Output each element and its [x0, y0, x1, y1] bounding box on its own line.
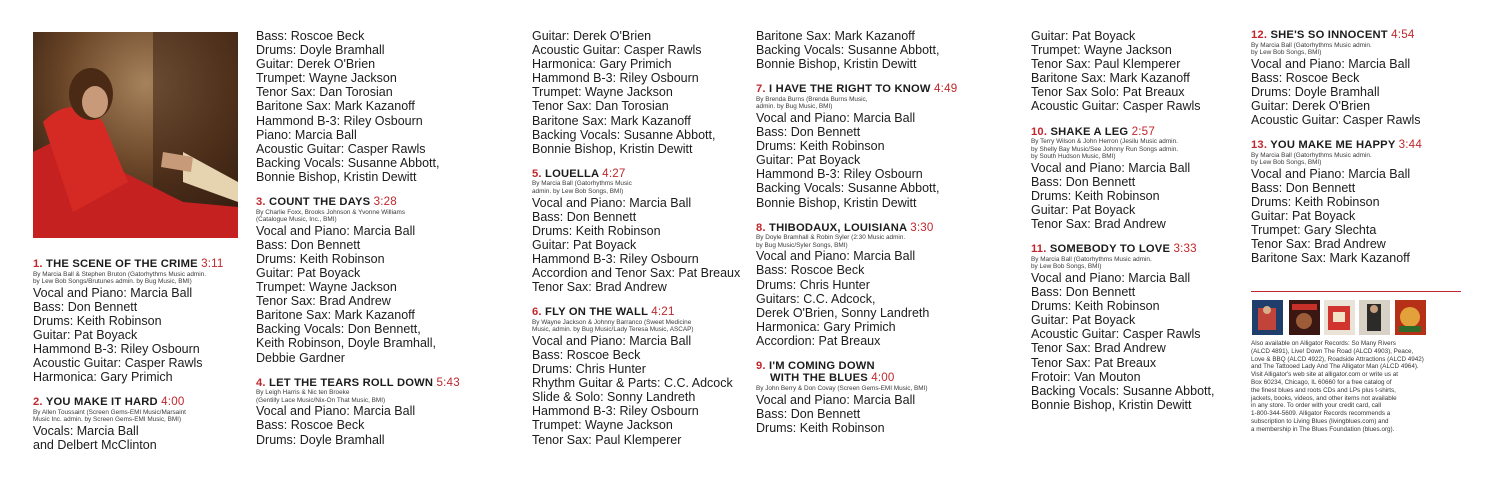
- personnel-line: Drums: Keith Robinson: [1031, 189, 1160, 204]
- track-number: 7.: [756, 83, 766, 96]
- personnel-line: Bonnie Bishop, Kristin Dewitt: [756, 57, 917, 72]
- track-9-continued: [1031, 29, 1214, 114]
- personnel-line: Hammond B-3: Riley Osbourn: [756, 167, 923, 182]
- personnel-line: Guitars: C.C. Adcock,: [756, 291, 876, 306]
- track-credit: by Lew Bob Songs/Brutunes admin. by Bug Music, BMI): [33, 278, 192, 286]
- track-time: 4:00: [871, 371, 895, 385]
- personnel-line: Drums: Doyle Bramhall: [256, 432, 385, 447]
- personnel-line: Baritone Sax: Mark Kazanoff: [1031, 71, 1190, 86]
- personnel-line: Drums: Chris Hunter: [532, 362, 646, 377]
- personnel-line: Backing Vocals: Don Bennett,: [256, 322, 421, 337]
- track-number: 4.: [256, 376, 266, 389]
- personnel-line: and Delbert McClinton: [33, 438, 157, 453]
- track-time: 4:49: [934, 82, 958, 96]
- track-3: [256, 196, 460, 365]
- track-time: 4:27: [602, 166, 626, 180]
- track-5: [532, 168, 740, 294]
- track-credit: By John Berry & Don Covay (Screen Gems-EMI Music, BMI): [756, 384, 928, 392]
- track-credit: By Leigh Harris & Nic ten Broeke: [256, 389, 350, 397]
- personnel-line: Vocal and Piano: Marcia Ball: [532, 333, 692, 348]
- personnel-line: Bass: Don Bennett: [1251, 180, 1356, 195]
- personnel-line: Harmonica: Gary Primich: [532, 57, 672, 72]
- track-credit: by Lew Bob Songs, BMI): [1031, 263, 1102, 271]
- album-thumbnail: [1289, 300, 1320, 335]
- personnel-line: Trumpet: Wayne Jackson: [256, 71, 397, 86]
- personnel-line: Drums: Keith Robinson: [532, 223, 661, 238]
- track-1: [33, 258, 224, 384]
- track-title: SHE'S SO INNOCENT: [1270, 29, 1388, 41]
- track-credit: By Doyle Bramhall & Robin Syler (2:30 Music admin.: [756, 234, 906, 242]
- personnel-line: Bass: Don Bennett: [756, 406, 861, 421]
- personnel-line: Bass: Don Bennett: [1031, 174, 1136, 189]
- personnel-line: Keith Robinson, Doyle Bramhall,: [256, 336, 436, 351]
- track-credit: By Allen Toussaint (Screen Gems-EMI Music/Marsaint: [33, 408, 186, 416]
- alligator-records-note: [1251, 340, 1424, 434]
- personnel-line: Drums: Keith Robinson: [756, 420, 885, 435]
- track-11: [1031, 243, 1214, 412]
- personnel-line: Vocals: Marcia Ball: [33, 424, 139, 439]
- personnel-line: Tenor Sax: Brad Andrew: [532, 280, 667, 295]
- track-13: [1251, 139, 1422, 265]
- track-time: 3:11: [201, 257, 224, 270]
- track-time: 2:57: [1131, 124, 1155, 138]
- track-title: I'M COMING DOWN: [769, 359, 875, 372]
- personnel-line: Guitar: Derek O'Brien: [256, 57, 376, 72]
- personnel-line: Bass: Roscoe Beck: [256, 418, 365, 433]
- track-time: 3:30: [910, 220, 934, 234]
- column-6: [1251, 29, 1422, 266]
- personnel-line: Baritone Sax: Mark Kazanoff: [256, 308, 415, 323]
- track-credit: Music Inc. admin. by Screen Gems-EMI Music, BMI): [33, 416, 182, 424]
- personnel-line: Frotoir: Van Mouton: [1031, 369, 1141, 384]
- personnel-line: Accordion and Tenor Sax: Pat Breaux: [532, 266, 741, 280]
- personnel-line: Trumpet: Wayne Jackson: [532, 85, 673, 100]
- personnel-line: Bonnie Bishop, Kristin Dewitt: [756, 195, 917, 210]
- personnel-line: Guitar: Pat Boyack: [1251, 209, 1356, 224]
- personnel-line: Acoustic Guitar: Casper Rawls: [1031, 99, 1201, 114]
- track-time: 3:28: [373, 195, 397, 209]
- track-credit: by Lew Bob Songs, BMI): [1251, 159, 1322, 167]
- personnel-line: Backing Vocals: Susanne Abbott,: [532, 127, 716, 142]
- track-title: THE SCENE OF THE CRIME: [46, 258, 198, 270]
- personnel-line: Guitar: Pat Boyack: [756, 153, 861, 168]
- track-title: LOUELLA: [545, 167, 599, 180]
- personnel-line: Hammond B-3: Riley Osbourn: [532, 404, 699, 419]
- track-credit: By Marcia Ball (Gatorhythms Music admin.: [1251, 41, 1372, 49]
- note-line: and The Tattooed Lady And The Alligator Man (ALCD 4964).: [1251, 363, 1419, 371]
- personnel-line: Hammond B-3: Riley Osbourn: [532, 251, 699, 266]
- personnel-line: Vocal and Piano: Marcia Ball: [33, 285, 193, 300]
- personnel-line: Bonnie Bishop, Kristin Dewitt: [256, 169, 417, 184]
- track-title: SHAKE A LEG: [1050, 125, 1129, 138]
- track-4: [256, 377, 460, 447]
- track-4-continued: [532, 29, 740, 156]
- track-12: [1251, 29, 1422, 127]
- personnel-line: Trumpet: Wayne Jackson: [532, 418, 673, 433]
- personnel-line: Guitar: Pat Boyack: [1031, 203, 1136, 218]
- red-divider: [1251, 291, 1461, 292]
- track-9: [756, 360, 957, 435]
- personnel-line: Acoustic Guitar: Casper Rawls: [256, 141, 426, 156]
- track-time: 4:00: [161, 395, 185, 409]
- personnel-line: Drums: Keith Robinson: [33, 313, 162, 328]
- column-3: [532, 29, 740, 447]
- track-title: YOU MAKE ME HAPPY: [1270, 139, 1396, 152]
- personnel-line: Rhythm Guitar & Parts: C.C. Adcock: [532, 376, 733, 391]
- personnel-line: Tenor Sax: Brad Andrew: [1031, 341, 1166, 356]
- personnel-line: Hammond B-3: Riley Osbourn: [532, 71, 699, 86]
- album-thumbnail: [1359, 300, 1390, 335]
- personnel-line: Accordion: Pat Breaux: [756, 333, 881, 348]
- personnel-line: Tenor Sax: Dan Torosian: [256, 85, 393, 100]
- track-title: FLY ON THE WALL: [545, 306, 648, 319]
- track-number: 3.: [256, 196, 266, 209]
- album-photo: [33, 32, 238, 238]
- track-title: COUNT THE DAYS: [269, 196, 371, 209]
- note-line: the finest blues and roots CDs and LPs plus t-shirts,: [1251, 386, 1396, 394]
- personnel-line: Bass: Don Bennett: [33, 299, 138, 314]
- personnel-line: Drums: Doyle Bramhall: [256, 43, 385, 58]
- personnel-line: Trumpet: Gary Slechta: [1251, 223, 1377, 238]
- personnel-line: Guitar: Pat Boyack: [1031, 29, 1136, 43]
- album-thumbnail: [1395, 300, 1426, 335]
- personnel-line: Drums: Keith Robinson: [256, 251, 385, 266]
- personnel-line: Tenor Sax: Brad Andrew: [256, 294, 391, 309]
- column-1: [33, 258, 224, 452]
- track-credit: by Bug Music/Syler Songs, BMI): [756, 241, 848, 249]
- personnel-line: Slide & Solo: Sonny Landreth: [532, 390, 696, 405]
- personnel-line: Bass: Roscoe Beck: [532, 347, 641, 362]
- personnel-line: Guitar: Pat Boyack: [256, 266, 361, 280]
- track-number: 5.: [532, 167, 542, 180]
- personnel-line: Piano: Marcia Ball: [256, 127, 357, 142]
- track-number: 12.: [1251, 29, 1268, 41]
- personnel-line: Tenor Sax Solo: Pat Breaux: [1031, 85, 1185, 100]
- track-credit: By Terry Wilson & John Herron (Jesilu Music admin.: [1031, 138, 1178, 146]
- track-credit: By Brenda Burns (Brenda Burns Music,: [756, 95, 868, 103]
- personnel-line: Bass: Roscoe Beck: [756, 263, 865, 278]
- track-7: [756, 83, 957, 209]
- track-number: 1.: [33, 258, 43, 270]
- track-title: YOU MAKE IT HARD: [45, 396, 158, 409]
- track-title-line-2: WITH THE BLUES: [770, 372, 868, 385]
- personnel-line: Bonnie Bishop, Kristin Dewitt: [532, 141, 693, 156]
- personnel-line: Drums: Keith Robinson: [1251, 195, 1380, 210]
- track-credit: by Shelly Bay Music/See Johnny Run Songs admin.: [1031, 145, 1179, 153]
- personnel-line: Guitar: Pat Boyack: [33, 327, 138, 342]
- track-number: 8.: [756, 221, 766, 234]
- personnel-line: Drums: Chris Hunter: [756, 277, 870, 292]
- note-line: Love & BBQ (ALCD 4922), Roadside Attractions (ALCD 4942): [1251, 355, 1424, 363]
- column-2: [256, 29, 460, 447]
- track-6: [532, 306, 740, 446]
- track-2-continued: [256, 29, 460, 184]
- personnel-line: Bass: Don Bennett: [256, 237, 361, 252]
- note-line: jackets, books, videos, and other items not available: [1251, 394, 1397, 402]
- note-line: (ALCD 4891), Live! Down The Road (ALCD 4903), Peace,: [1251, 347, 1414, 355]
- personnel-line: Bass: Roscoe Beck: [1251, 70, 1360, 85]
- personnel-line: Trumpet: Wayne Jackson: [1031, 43, 1172, 58]
- personnel-line: Tenor Sax: Paul Klemperer: [532, 432, 682, 447]
- track-title: LET THE TEARS ROLL DOWN: [269, 376, 434, 389]
- personnel-line: Bass: Roscoe Beck: [256, 29, 365, 43]
- personnel-line: Bass: Don Bennett: [532, 209, 637, 224]
- personnel-line: Acoustic Guitar: Casper Rawls: [33, 356, 203, 371]
- track-credit: By Marcia Ball (Gatorhythms Music admin.: [1251, 151, 1372, 159]
- track-number: 9.: [756, 359, 766, 372]
- personnel-line: Drums: Doyle Bramhall: [1251, 84, 1380, 99]
- track-6-continued: [756, 29, 957, 71]
- column-5: [1031, 29, 1214, 412]
- track-credit: By Marcia Ball (Gatorhythms Music admin.: [1031, 255, 1152, 263]
- personnel-line: Guitar: Pat Boyack: [532, 237, 637, 252]
- personnel-line: Vocal and Piano: Marcia Ball: [756, 392, 916, 407]
- personnel-line: Trumpet: Wayne Jackson: [256, 280, 397, 295]
- personnel-line: Tenor Sax: Dan Torosian: [532, 99, 669, 114]
- track-title: SOMEBODY TO LOVE: [1049, 243, 1171, 256]
- note-line: in any store. To order with your credit card, call: [1251, 402, 1382, 410]
- track-credit: (Catalogue Music, Inc., BMI): [256, 216, 337, 224]
- track-number: 11.: [1031, 243, 1047, 256]
- track-title: THIBODAUX, LOUISIANA: [769, 221, 907, 234]
- note-line: Box 60234, Chicago, IL 60660 for a free catalog of: [1251, 378, 1392, 386]
- personnel-line: Vocal and Piano: Marcia Ball: [256, 404, 416, 419]
- personnel-line: Harmonica: Gary Primich: [33, 370, 173, 385]
- track-credit: admin. by Lew Bob Songs, BMI): [532, 187, 624, 195]
- track-credit: By Wayne Jackson & Johnny Barranco (Sweet Medicine: [532, 318, 692, 326]
- personnel-line: Tenor Sax: Pat Breaux: [1031, 355, 1157, 370]
- personnel-line: Bonnie Bishop, Kristin Dewitt: [1031, 397, 1192, 412]
- album-thumbnail: [1324, 300, 1355, 335]
- personnel-line: Baritone Sax: Mark Kazanoff: [1251, 251, 1410, 266]
- track-credit: By Marcia Ball (Gatorhythms Music: [532, 180, 632, 188]
- personnel-line: Drums: Keith Robinson: [1031, 299, 1160, 314]
- personnel-line: Acoustic Guitar: Casper Rawls: [1031, 327, 1201, 342]
- personnel-line: Vocal and Piano: Marcia Ball: [532, 195, 692, 210]
- column-4: [756, 29, 957, 435]
- personnel-line: Acoustic Guitar: Casper Rawls: [532, 43, 702, 58]
- personnel-line: Vocal and Piano: Marcia Ball: [1031, 160, 1191, 175]
- track-time: 4:21: [651, 305, 675, 319]
- note-line: subscription to Living Blues (livingblues.com) and: [1251, 417, 1389, 425]
- track-credit: by Lew Bob Songs, BMI): [1251, 49, 1322, 57]
- personnel-line: Vocal and Piano: Marcia Ball: [1031, 271, 1191, 285]
- personnel-line: Drums: Keith Robinson: [756, 139, 885, 154]
- track-time: 4:54: [1391, 28, 1415, 41]
- track-8: [756, 222, 957, 348]
- track-credit: Music, admin. by Bug Music/Lady Teresa Music, ASCAP): [532, 326, 694, 334]
- personnel-line: Hammond B-3: Riley Osbourn: [256, 113, 423, 128]
- track-2: [33, 396, 224, 452]
- personnel-line: Tenor Sax: Brad Andrew: [1251, 237, 1386, 252]
- note-line: 1-800-344-5609. Alligator Records recommends a: [1251, 410, 1391, 418]
- track-title: I HAVE THE RIGHT TO KNOW: [769, 83, 931, 96]
- track-number: 10.: [1031, 125, 1048, 138]
- personnel-line: Harmonica: Gary Primich: [756, 319, 896, 334]
- personnel-line: Backing Vocals: Susanne Abbott,: [756, 43, 940, 58]
- track-time: 5:43: [436, 375, 460, 389]
- track-credit: By Charlie Foxx, Brooks Johnson & Yvonne Williams: [256, 208, 406, 216]
- personnel-line: Baritone Sax: Mark Kazanoff: [532, 113, 691, 128]
- personnel-line: Backing Vocals: Susanne Abbott,: [756, 181, 940, 196]
- track-credit: (Gentilly Lace Music/Nix-On That Music, BMI): [256, 396, 386, 404]
- personnel-line: Backing Vocals: Susanne Abbott,: [1031, 383, 1215, 398]
- personnel-line: Tenor Sax: Brad Andrew: [1031, 217, 1166, 232]
- track-credit: by South Hudson Music, BMI): [1031, 153, 1116, 161]
- personnel-line: Hammond B-3: Riley Osbourn: [33, 342, 200, 357]
- personnel-line: Baritone Sax: Mark Kazanoff: [256, 99, 415, 114]
- track-time: 3:44: [1398, 138, 1422, 152]
- album-thumbnail: [1252, 300, 1283, 335]
- personnel-line: Guitar: Derek O'Brien: [1251, 98, 1371, 113]
- personnel-line: Vocal and Piano: Marcia Ball: [756, 249, 916, 264]
- personnel-line: Tenor Sax: Paul Klemperer: [1031, 57, 1181, 72]
- track-credit: admin. by Bug Music, BMI): [756, 103, 833, 111]
- personnel-line: Vocal and Piano: Marcia Ball: [756, 110, 916, 125]
- personnel-line: Backing Vocals: Susanne Abbott,: [256, 155, 440, 170]
- note-line: Also available on Alligator Records: So Many Rivers: [1251, 340, 1396, 347]
- personnel-line: Debbie Gardner: [256, 350, 345, 365]
- personnel-line: Vocal and Piano: Marcia Ball: [1251, 56, 1411, 71]
- track-number: 6.: [532, 306, 542, 319]
- personnel-line: Derek O'Brien, Sonny Landreth: [756, 305, 930, 320]
- personnel-line: Baritone Sax: Mark Kazanoff: [756, 29, 915, 43]
- note-line: a membership in The Blues Foundation (blues.org).: [1251, 425, 1395, 433]
- personnel-line: Guitar: Pat Boyack: [1031, 313, 1136, 328]
- personnel-line: Vocal and Piano: Marcia Ball: [1251, 166, 1411, 181]
- personnel-line: Guitar: Derek O'Brien: [532, 29, 652, 43]
- personnel-line: Vocal and Piano: Marcia Ball: [256, 223, 416, 238]
- track-time: 3:33: [1173, 242, 1197, 256]
- track-credit: By Marcia Ball & Stephen Bruton (Gatorhythms Music admin.: [33, 270, 206, 278]
- track-number: 13.: [1251, 139, 1268, 152]
- note-line: Visit Alligator's web site at alligator.com or write us at: [1251, 371, 1399, 379]
- personnel-line: Acoustic Guitar: Casper Rawls: [1251, 113, 1421, 128]
- track-number: 2.: [33, 396, 43, 409]
- track-10: [1031, 126, 1214, 232]
- personnel-line: Bass: Don Bennett: [1031, 285, 1136, 300]
- personnel-line: Bass: Don Bennett: [756, 125, 861, 140]
